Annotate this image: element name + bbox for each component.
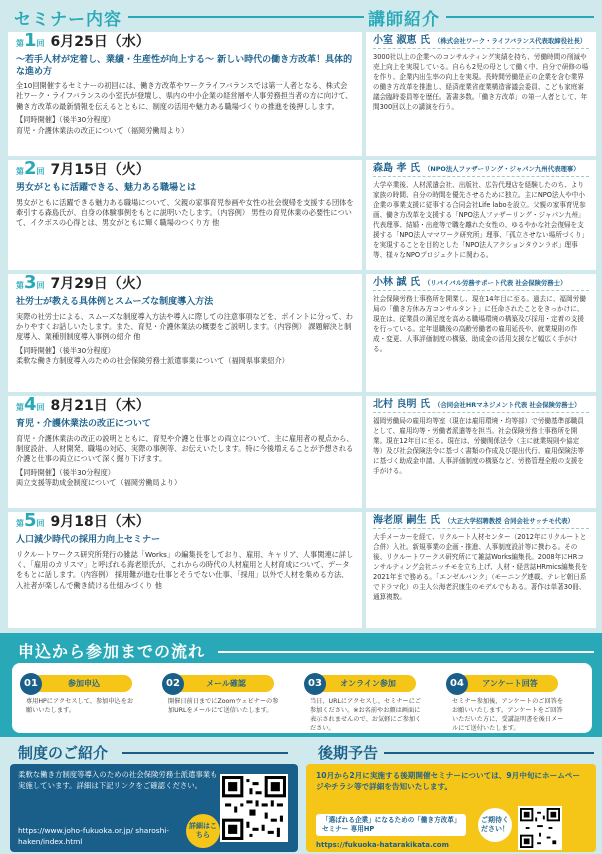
qr-code[interactable] [220, 774, 288, 842]
speaker-bio: 福岡労働局の雇用均等室（現在は雇用環境・均等部）で労働基準部職員として、雇用均等・労働者派遣等を担当。社会保険労務士事務所を開業。現在12年目に至る。現在は、労働関係法令（主に就業規則や協定等）及び社会保険法令に基づく書類の作成及び提出代行、雇用保険法等に基づく助成金申請、人事評価制度の構築など、労務管理全般の支援を手がける。 [373, 417, 584, 475]
flow-section [0, 633, 602, 737]
step-number: 03 [304, 673, 326, 695]
qr-code[interactable] [518, 806, 562, 850]
step-number: 02 [162, 673, 184, 695]
step-label: 参加申込 [36, 675, 132, 692]
seminar-body: 実際の社労士による、スムーズな制度導入方法や導入に際しての注意事項などを、ポイントに分って、わかりやすくお話しいたします。また、育児・介護休業法の概要をご説明します。（内容例） 課題解決と制度導入、業種別制度導入事例の紹介 他 [16, 311, 353, 342]
flow-title: 申込から参加までの流れ [18, 642, 206, 661]
seminar-body: リクルートワークス研究所発行の雑誌「Works」の編集長をしており、雇用、キャリア、人事関連に詳しく、「雇用のカリスマ」と呼ばれる海老原氏が、これからの時代の人材雇用と人材育成について、データをもとに話します。（内容例） 採用難が進む仕事とそうでない仕事、「採用」以外で人材を集める方法、入社者が楽しんで働き続ける仕組みづくり 他 [16, 549, 354, 590]
seminar-number: 第1回 [16, 30, 45, 51]
bottom-section [0, 742, 602, 854]
speaker-name: 森島 孝 氏 （NPO法人ファザーリング・ジャパン九州代表理事） [373, 164, 589, 177]
seminar-date: 8月21日（木） [50, 398, 150, 414]
seido-badge: 詳細はこちら [186, 814, 220, 848]
step-description: セミナー参加後、アンケートのご回答をお願いいたします。アンケートをご回答いただいた方に、受講証明書を後日メールにて送付いたします。 [452, 698, 564, 732]
speaker-card-2 [366, 160, 596, 270]
seminar-date: 6月25日（水） [50, 34, 150, 50]
qr-code-icon [222, 776, 286, 840]
seminar-number: 第4回 [16, 394, 45, 415]
seminar-body: 男女がともに活躍できる魅力ある職場について、父親の家事育児参画や女性の社会復帰を支援する団体を牽引する森島氏が、自身の体験事例をもとに説明いたします。（内容例） 男性の育児休業の必要性について、イクボスの心得とは、男女がともに輝く職場のつくり方 他 [16, 197, 354, 228]
kouki-text: 10月から2月に実施する後期開催セミナーについては、9月中旬にホームページやチラシ等で詳細を告知いたします。 [316, 771, 580, 791]
seminar-title: 人口減少時代の採用力向上セミナー [16, 535, 161, 545]
speaker-card-1 [366, 32, 596, 156]
seminar-title: 男女がともに活躍できる、魅力ある職場とは [16, 183, 197, 193]
seminar-card-5 [8, 512, 362, 628]
speaker-name: 小室 淑恵 氏 （株式会社ワーク・ライフバランス代表取締役社長） [373, 36, 589, 49]
flow-step-2 [158, 669, 294, 729]
step-label: アンケート回答 [462, 675, 558, 692]
seminar-header [14, 6, 364, 28]
seminar-card-2 [8, 160, 362, 270]
seminar-title: 育児・介護休業法の改正について [16, 419, 151, 429]
concurrent-session: 【同時開催】（後半30分程度） 両立支援等助成金制度について（福岡労働局より） [16, 467, 182, 488]
step-number: 04 [446, 673, 468, 695]
header-rule [128, 16, 364, 18]
flow-step-3 [300, 669, 436, 732]
seminar-number: 第3回 [16, 272, 45, 293]
seido-rule [122, 752, 288, 754]
seminar-date: 7月29日（火） [50, 276, 150, 292]
flow-step-1 [16, 669, 152, 729]
seminar-date: 7月15日（火） [50, 162, 150, 178]
speaker-bio: 3000社以上の企業へのコンサルティング実績を持ち、労働時間の削減や売上向上を実現している。自らも2児の母として働く中、自分で研修の場を作り、企業内出生率の向上を実現。長時間労働是正の企業を含む業界の働き方改革を推進し、経済産業省産業構造審議会委員、こども家庭審議会臨時委員等を歴任。著書多数。「働き方改革」の第一人者として、年間300回以上の講演を行う。 [373, 53, 589, 111]
kouki-url[interactable]: https://fukuoka-hatarakikata.com [316, 841, 449, 849]
step-label: オンライン参加 [320, 675, 416, 692]
seminar-card-3 [8, 274, 362, 392]
seido-title: 制度のご紹介 [18, 744, 109, 762]
kouki-rule [384, 752, 594, 754]
step-number: 01 [20, 673, 42, 695]
concurrent-session: 【同時開催】（後半30分程度） 柔軟な働き方制度導入のための社会保険労務士派遣事業について（福岡県事業紹介） [16, 345, 289, 366]
speaker-bio: 大手メーカーを経て、リクルート人材センター（2012年にリクルートと合併）入社。新規事業の企画・推進、人事制度設計等に携わる。その後、リクルートワークス研究所にて雑誌Works編集長。2008年にHRコンサルティング会社ニッチモを立ち上げ、人材・経営誌HRmics編集長を2021年まで務める。「エンゼルバンク」（モーニング連載、テレビ朝日系でドラマ化）の主人公海老沢康生のモデルでもある。著作は単著30冊、通算複数。 [373, 533, 588, 601]
header-rule [446, 16, 594, 18]
step-description: 開催日前日までにZoomウェビナーの参加URLをメールにて送信いたします。 [168, 698, 279, 714]
speaker-bio: 大学卒業後、人材派遣会社、出版社、広告代理店を経験したのち、より家族の時間、自分の時間を優先させるために独立。主にNPO法人や中小企業の事業支援に従事する合同会社Life laboを設立。父親の家事育児参画、働き方改革を支援する「NPO法人ファザーリング・ジャパン九州」代表理事、結婚・出産等で職を離れた女性の、ゆるやかな社会復帰を支援する「NPO法人ママワーク研究所」理事、「孤立させない場所づくり」を実現することを目的とした「NPO法人アクションタウンラボ」理事等、様々なNPOプロジェクトに関わる。 [373, 181, 589, 259]
seminar-body: 全10回開催するセミナーの初回には、働き方改革やワークライフバランスでは第一人者となる、株式会社ワーク・ライフバランスの小室氏が登壇し、県内の中小企業の経営層や人事労務担当者の方に向けて、働き方改革の最新情報を伝えるとともに、制度の活用や魅力ある職場づくりの推進を後押しします。 [16, 81, 353, 111]
step-description: 当日、URLにアクセスし、セミナーにご参加ください。※お名前やお顔は画面に表示されませんので、お気軽にご参加ください。 [310, 698, 422, 732]
seminar-body: 育児・介護休業法の改正の説明とともに、育児や介護と仕事との両立について、主に雇用者の視点から、制度設計、人材開発、職場の対応、実際の事例等、お伝えいたします。特に今後増えることが予想される介護と仕事の両立について深く掘り下げます。 [16, 433, 354, 464]
kouki-title: 後期予告 [318, 744, 379, 762]
seminar-date: 9月18日（木） [50, 514, 150, 530]
seminar-card-4 [8, 396, 362, 508]
concurrent-session: 【同時開催】（後半30分程度） 育児・介護休業法の改正について（福岡労働局より） [16, 115, 189, 135]
speaker-name: 北村 良明 氏 （合同会社HRマネジメント代表 社会保険労務士） [373, 400, 589, 413]
seido-box [10, 764, 298, 852]
seminar-card-1 [8, 32, 362, 156]
seminar-title: 社労士が教える具体例とスムーズな制度導入方法 [16, 297, 214, 307]
speaker-card-5 [366, 512, 596, 628]
speaker-header-title: 講師紹介 [368, 9, 440, 30]
seminar-number: 第2回 [16, 158, 45, 179]
flow-step-4 [442, 669, 582, 732]
step-description: 専用HPにアクセスして、参加申込をお願いいたします。 [26, 698, 134, 714]
seminar-title: ～若手人材が定着し、業績・生産性が向上する～ 新しい時代の働き方改革！具体的な進め方 [16, 55, 353, 77]
speaker-name: 小林 誠 氏 （リバイバル労務サポート代表 社会保険労務士） [373, 278, 589, 291]
speaker-card-4 [366, 396, 596, 508]
kouki-badge: ご期待ください！ [478, 808, 512, 842]
flow-steps [12, 663, 592, 733]
speaker-header [368, 6, 594, 28]
step-label: メール確認 [178, 675, 274, 692]
qr-code-icon [520, 808, 560, 848]
speaker-name: 海老原 嗣生 氏 （大正大学招聘教授 合同会社サッチモ代表） [373, 516, 589, 529]
kouki-tag: 「選ばれる企業」になるための「働き方改革」セミナー 専用HP [316, 814, 466, 836]
seido-url[interactable]: https://www.joho-fukuoka.or.jp/ sharoshi-haken/index.html [18, 826, 169, 846]
speaker-card-3 [366, 274, 596, 392]
seido-text: 柔軟な働き方制度等導入のための社会保険労務士派遣事業も実施しています。詳細は下記リンクをご確認ください。 [18, 770, 218, 790]
seminar-header-title: セミナー内容 [14, 9, 122, 30]
flow-rule [218, 651, 594, 653]
kouki-box [306, 764, 596, 852]
speaker-bio: 社会保険労務士事務所を開業し、現在14年目に至る。過去に、福岡労働局の「働き方休み方コンサルタント」に任命されたことをきっかけに、現在は、従業員の満足度を高める職場環境の構築及び採用・定着の支援を行っている。定年退職後の高齢労働者の雇用延長や、就業規則の作成・変更、人事評価制度の構築、助成金の活用支援など幅広く手がける。 [373, 295, 586, 353]
seminar-number: 第5回 [16, 510, 45, 531]
